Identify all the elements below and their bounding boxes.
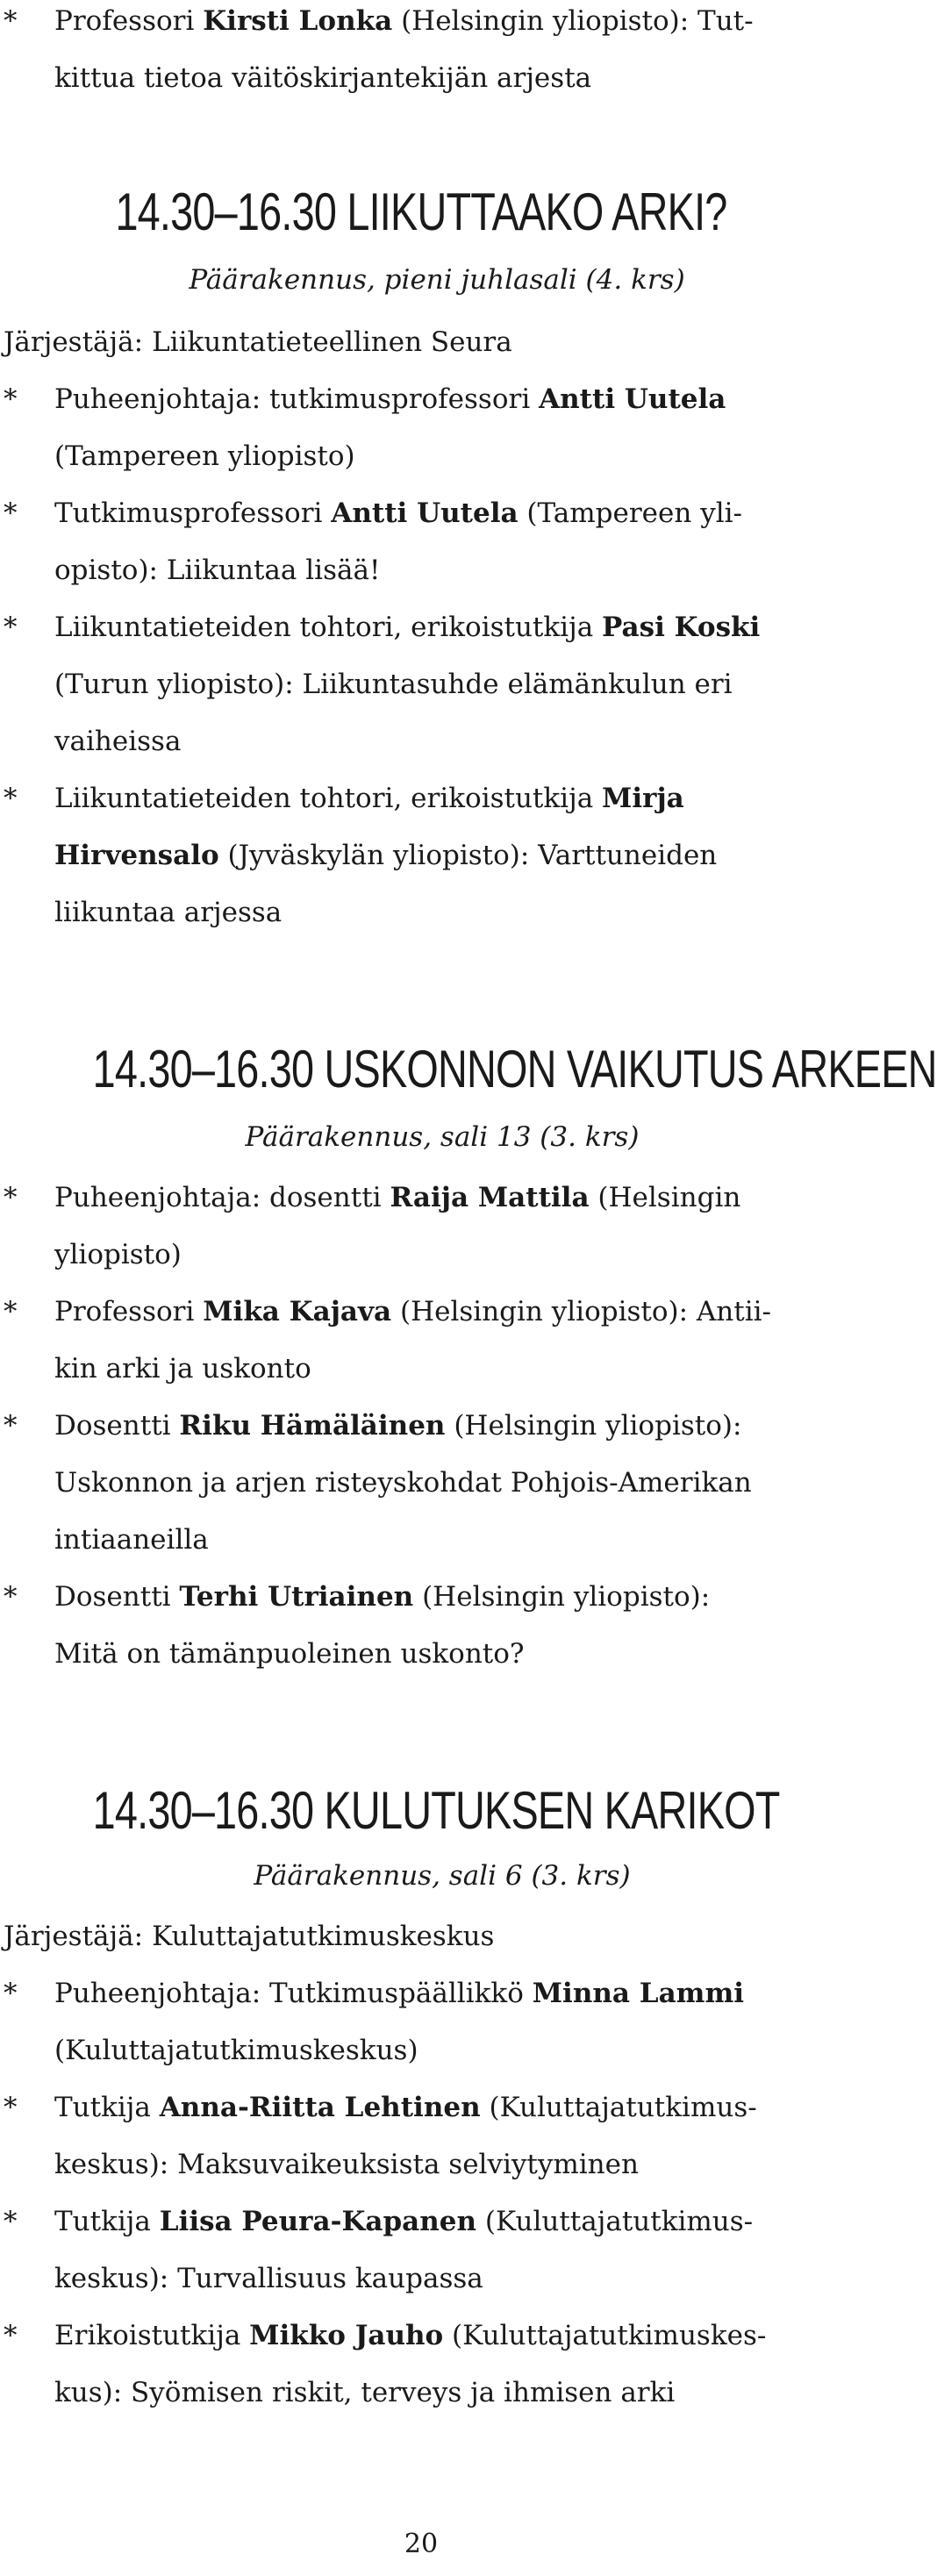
bullet: * [4, 2320, 18, 2351]
item-text: (Kuluttajatutkimus- [476, 2206, 754, 2237]
speaker-name: Mika Kajava [203, 1296, 392, 1327]
item-text: (Helsingin yliopisto): Antii- [391, 1296, 772, 1327]
list-item [0, 1569, 842, 1683]
speaker-name: Antti Uutela [331, 497, 519, 529]
bullet: * [4, 2206, 18, 2237]
session-venue: Päärakennus, pieni juhlasali (4. krs) [189, 264, 685, 296]
session-heading: 14.30–16.30 USKONNON VAIKUTUS ARKEEN [92, 1040, 937, 1098]
speaker-name: Terhi Utriainen [179, 1581, 414, 1613]
session-heading: 14.30–16.30 KULUTUKSEN KARIKOT [92, 1781, 780, 1840]
session-heading: 14.30–16.30 LIIKUTTAAKO ARKI? [115, 182, 727, 241]
list-item [0, 2308, 842, 2422]
item-text: keskus): Maksuvaikeuksista selviytyminen [54, 2149, 639, 2180]
bullet: * [4, 2092, 18, 2123]
item-text: Puheenjohtaja: dosentti [54, 1182, 390, 1213]
bullet: * [4, 783, 18, 814]
speaker-name: Minna Lammi [532, 1978, 745, 2009]
list-item [0, 1170, 842, 1284]
item-text: yliopisto) [54, 1239, 182, 1270]
item-text: (Tampereen yliopisto) [54, 440, 355, 472]
speaker-name: Riku Hämäläinen [179, 1410, 446, 1442]
bullet: * [4, 497, 18, 529]
item-text: Dosentti [54, 1410, 180, 1442]
item-text: vaiheissa [54, 726, 182, 757]
item-text: Tutkija [54, 2092, 160, 2123]
session-venue: Päärakennus, sali 13 (3. krs) [245, 1121, 640, 1153]
list-item [0, 1284, 842, 1398]
page-number: 20 [404, 2529, 439, 2559]
speaker-name: Mikko Jauho [249, 2320, 444, 2351]
item-text: (Helsingin yliopisto): Tut- [392, 5, 754, 37]
item-text: Tutkimusprofessori [54, 497, 332, 529]
item-text: (Helsingin [589, 1182, 741, 1213]
list-item [0, 485, 842, 599]
bullet: * [4, 1581, 18, 1613]
item-text: (Helsingin yliopisto): [445, 1410, 742, 1442]
item-text: Erikoistutkija [54, 2320, 250, 2351]
list-item [0, 371, 842, 485]
speaker-name: Raija Mattila [390, 1182, 590, 1213]
list-item [0, 1398, 842, 1569]
item-text: Puheenjohtaja: tutkimusprofessori [54, 383, 540, 415]
speaker-name: Hirvensalo [54, 840, 219, 871]
list-item [0, 1965, 842, 2079]
bullet: * [4, 5, 18, 37]
item-text: (Helsingin yliopisto): [413, 1581, 711, 1613]
item-text: Mitä on tämänpuoleinen uskonto? [54, 1638, 525, 1670]
list-item [0, 599, 842, 770]
organizer-line [4, 314, 819, 371]
item-text: (Turun yliopisto): Liikuntasuhde elämänkulun eri [54, 669, 733, 700]
item-text: kin arki ja uskonto [54, 1353, 311, 1385]
bullet: * [4, 383, 18, 415]
speaker-name: Pasi Koski [602, 612, 761, 643]
item-text: Uskonnon ja arjen risteyskohdat Pohjois-Amerikan [54, 1467, 752, 1499]
item-text: intiaaneilla [54, 1524, 209, 1556]
item-text: Dosentti [54, 1581, 180, 1613]
item-text: (Kuluttajatutkimuskes- [443, 2320, 767, 2351]
speaker-name: Antti Uutela [539, 383, 726, 415]
bullet: * [4, 1978, 18, 2009]
speaker-name: Anna-Riitta Lehtinen [159, 2092, 481, 2123]
item-text: keskus): Turvallisuus kaupassa [54, 2263, 483, 2294]
speaker-name: Kirsti Lonka [203, 5, 393, 37]
bullet: * [4, 1410, 18, 1442]
item-role: Professori [54, 5, 195, 37]
organizer-name: Liikuntatieteellinen Seura [152, 326, 512, 358]
speaker-name: Mirja [602, 783, 684, 814]
item-text: kus): Syömisen riskit, terveys ja ihmisen arki [54, 2377, 676, 2408]
item-text: Tutkija [54, 2206, 160, 2237]
session-venue: Päärakennus, sali 6 (3. krs) [254, 1860, 631, 1892]
list-item [0, 2193, 842, 2308]
list-item [0, 2079, 842, 2193]
organizer-label: Järjestäjä: [4, 1921, 144, 1952]
list-item [0, 0, 842, 107]
item-text: (Jyväskylän yliopisto): Varttuneiden [218, 840, 718, 871]
list-item [0, 770, 842, 941]
bullet: * [4, 1296, 18, 1327]
organizer-line [4, 1908, 819, 1965]
item-text: Liikuntatieteiden tohtori, erikoistutkija [54, 783, 603, 814]
item-text: Liikuntatieteiden tohtori, erikoistutkija [54, 612, 603, 643]
item-text: (Kuluttajatutkimus- [480, 2092, 757, 2123]
organizer-label: Järjestäjä: [4, 326, 144, 358]
item-text: (Tampereen yli- [518, 497, 743, 529]
item-text: Puheenjohtaja: Tutkimuspäällikkö [54, 1978, 533, 2009]
item-text: liikuntaa arjessa [54, 897, 283, 928]
bullet: * [4, 612, 18, 643]
item-text: kittua tietoa väitöskirjantekijän arjesta [54, 62, 592, 94]
speaker-name: Liisa Peura-Kapanen [159, 2206, 477, 2237]
bullet: * [4, 1182, 18, 1213]
item-text: (Kuluttajatutkimuskeskus) [54, 2035, 418, 2066]
item-text: Professori [54, 1296, 204, 1327]
organizer-name: Kuluttajatutkimuskeskus [152, 1921, 495, 1952]
item-text: opisto): Liikuntaa lisää! [54, 555, 381, 586]
